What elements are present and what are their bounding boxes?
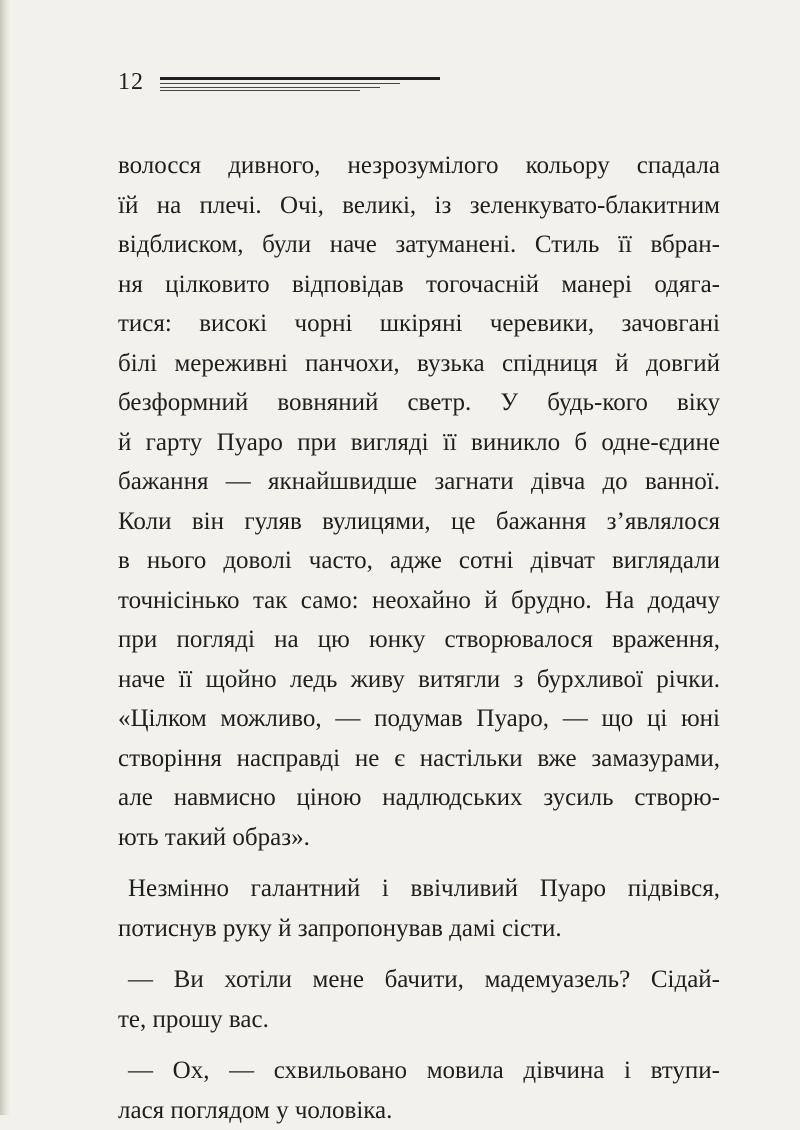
text-line: те, прошу вас. <box>118 1000 720 1040</box>
text-line: в нього доволі часто, адже сотні дівчат виглядали <box>118 541 720 581</box>
paragraph-4 <box>118 1051 720 1130</box>
header-rule-thin <box>160 90 360 91</box>
paragraph-2 <box>118 869 720 948</box>
text-line: ня цілковито відповідав тогочасній манері одяга- <box>118 265 720 305</box>
text-line: ють такий образ». <box>118 818 720 858</box>
text-line: але навмисно ціною надлюдських зусиль створю- <box>118 778 720 818</box>
text-line: тися: високі чорні шкіряні черевики, зачовгані <box>118 304 720 344</box>
text-line: при погляді на цю юнку створювалося враження, <box>118 620 720 660</box>
text-line: лася поглядом у чоловіка. <box>118 1091 720 1130</box>
text-line: створіння насправді не є настільки вже замазурами, <box>118 739 720 779</box>
page-number: 12 <box>118 68 144 96</box>
text-line: потиснув руку й запропонував дамі сісти. <box>118 909 720 949</box>
text-line: білі мереживні панчохи, вузька спідниця й довгий <box>118 344 720 384</box>
page-edge-shadow <box>0 0 10 1115</box>
text-line: волосся дивного, незрозумілого кольору спадала <box>118 146 720 186</box>
body-text <box>118 146 720 1130</box>
paragraph-3 <box>118 960 720 1039</box>
text-line: й гарту Пуаро при вигляді її виникло б одне-єдине <box>118 423 720 463</box>
text-line: Коли він гуляв вулицями, це бажання з’являлося <box>118 502 720 542</box>
header-rule-thin <box>160 83 400 84</box>
header-rule-thick <box>160 77 440 80</box>
text-line: наче її щойно ледь живу витягли з бурхливої річки. <box>118 660 720 700</box>
text-line: Незмінно галантний і ввічливий Пуаро підвівся, <box>118 869 720 909</box>
text-line: «Цілком можливо, — подумав Пуаро, — що ці юні <box>118 699 720 739</box>
page-header <box>118 66 448 100</box>
text-line: — Ох, — схвильовано мовила дівчина і втупи- <box>118 1051 720 1091</box>
text-line: — Ви хотіли мене бачити, мадемуазель? Сідай- <box>118 960 720 1000</box>
text-line: безформний вовняний светр. У будь-кого віку <box>118 383 720 423</box>
paragraph-1 <box>118 146 720 857</box>
text-line: відблиском, були наче затуманені. Стиль її вбран- <box>118 225 720 265</box>
text-line: їй на плечі. Очі, великі, із зеленкувато-блакитним <box>118 186 720 226</box>
header-rule-thin <box>160 87 380 88</box>
text-line: бажання — якнайшвидше загнати дівча до ванної. <box>118 462 720 502</box>
text-line: точнісінько так само: неохайно й брудно. На додачу <box>118 581 720 621</box>
